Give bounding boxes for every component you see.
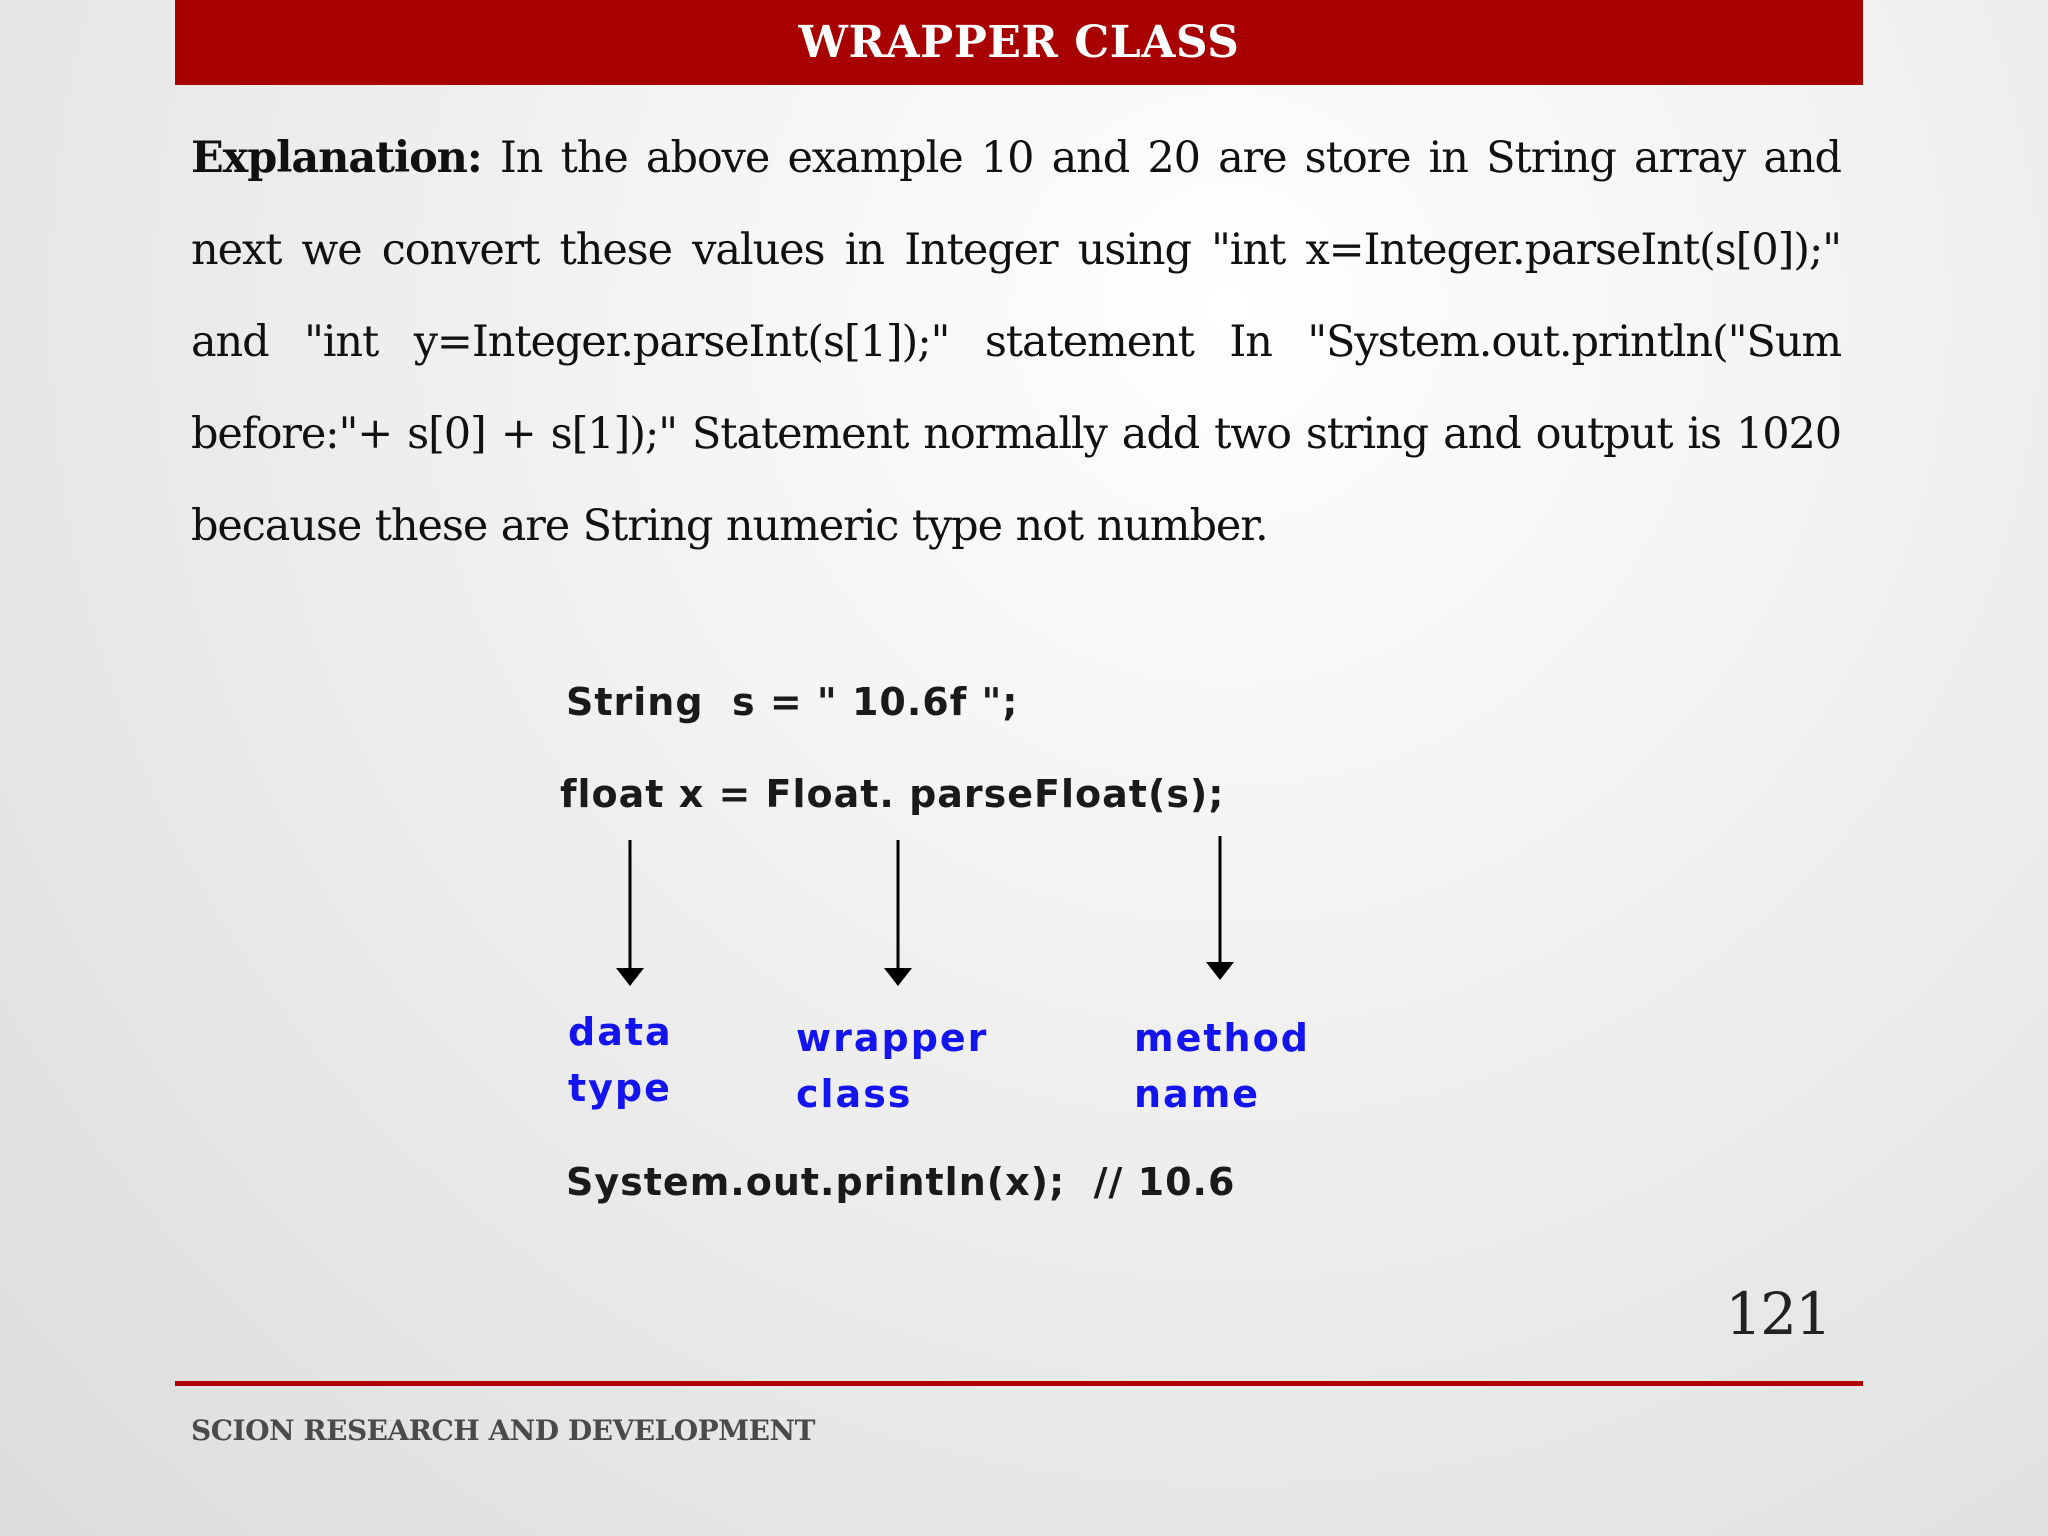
label-wrapper-class	[796, 1010, 988, 1122]
code-figure	[540, 660, 1480, 1250]
label-wrapper-class-line1: wrapper	[796, 1016, 989, 1060]
label-method-name-line2: name	[1134, 1072, 1261, 1116]
arrow-to-data-type	[616, 840, 644, 986]
label-data-type	[568, 1004, 673, 1116]
code-line-string-declaration: String s = " 10.6f ";	[566, 680, 1019, 724]
code-line-parse-float: float x = Float. parseFloat(s);	[560, 772, 1225, 816]
label-data-type-line1: data	[568, 1010, 673, 1054]
label-method-name-line1: method	[1134, 1016, 1310, 1060]
title-bar	[175, 0, 1863, 85]
arrow-to-wrapper-class	[884, 840, 912, 986]
label-method-name	[1134, 1010, 1310, 1122]
arrows-diagram	[540, 830, 1480, 1170]
code-line-println: System.out.println(x); // 10.6	[566, 1160, 1236, 1204]
label-data-type-line2: type	[568, 1066, 672, 1110]
slide-title: WRAPPER CLASS	[798, 17, 1240, 68]
label-wrapper-class-line2: class	[796, 1072, 913, 1116]
footer-divider	[175, 1381, 1863, 1386]
explanation-paragraph	[191, 112, 1841, 572]
explanation-lead: Explanation:	[191, 133, 482, 183]
arrow-to-method-name	[1206, 836, 1234, 980]
explanation-body: In the above example 10 and 20 are store in String array and next we convert these values in Integer using "int x=Integer.parseInt(s[0]);" and "int y=Integer.parseInt(s[1]);" statement In "System.out.println("Sum before:"+ s[0] + s[1]);" Statement normally add two string and output is 1020 because these are String numeric type not number.	[191, 133, 1841, 551]
footer-organization: SCION RESEARCH AND DEVELOPMENT	[191, 1414, 815, 1447]
page-number: 121	[1725, 1280, 1830, 1348]
